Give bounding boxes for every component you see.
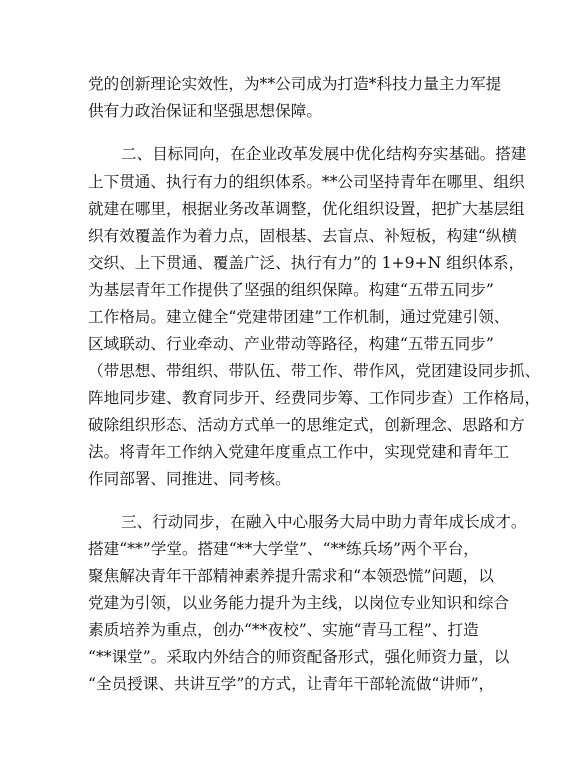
paragraph-line: 破除组织形态、活动方式单一的思维定式，创新理念、思路和方 [88, 416, 525, 434]
paragraph-line: 聚焦解决青年干部精神素养提升需求和“本领恐慌”问题，以 [88, 567, 494, 585]
paragraph-line: 阵地同步建、教育同步开、经费同步筹、工作同步查）工作格局， [88, 389, 541, 407]
paragraph-line: 交织、上下贯通、覆盖广泛、执行有力”的 1+9+N 组织体系， [88, 254, 525, 272]
paragraph-line: 素质培养为重点，创办“**夜校”、实施“青马工程”、打造 [88, 621, 479, 639]
paragraph-line: （带思想、带组织、带队伍、带工作、带作风，党团建设同步抓、 [88, 362, 541, 380]
paragraph-line: 织有效覆盖作为着力点，固根基、去盲点、补短板，构建“纵横 [88, 227, 518, 245]
paragraph-line: “**课堂”。采取内外结合的师资配备形式，强化师资力量，以 [88, 648, 510, 666]
paragraph-line: 党的创新理论实效性，为**公司成为打造*科技力量主力军提 [88, 75, 502, 93]
paragraph-line: 区域联动、行业牵动、产业带动等路径，构建“五带五同步” [88, 335, 494, 353]
paragraph-line: 就建在哪里，根据业务改革调整，优化组织设置，把扩大基层组 [88, 200, 525, 218]
paragraph-line: “全员授课、共讲互学”的方式，让青年干部轮流做“讲师”， [88, 675, 495, 693]
paragraph-line: 供有力政治保证和坚强思想保障。 [88, 102, 322, 120]
paragraph-line: 法。将青年工作纳入党建年度重点工作中，实现党建和青年工 [88, 443, 510, 461]
section-heading-line: 二、目标同向，在企业改革发展中优化结构夯实基础。搭建 [121, 145, 527, 163]
paragraph-line: 作同部署、同推进、同考核。 [88, 470, 291, 488]
paragraph-line: 党建为引领，以业务能力提升为主线，以岗位专业知识和综合 [88, 594, 510, 612]
paragraph-line: 工作格局。建立健全“党建带团建”工作机制，通过党建引领、 [88, 308, 510, 326]
paragraph-line: 为基层青年工作提供了坚强的组织保障。构建“五带五同步” [88, 281, 494, 299]
paragraph-line: 搭建“**”学堂。搭建“**大学堂”、“**练兵场”两个平台， [88, 540, 479, 558]
section-heading-line: 三、行动同步，在融入中心服务大局中助力青年成长成才。 [121, 513, 527, 531]
paragraph-line: 上下贯通、执行有力的组织体系。**公司坚持青年在哪里、组织 [88, 173, 525, 191]
